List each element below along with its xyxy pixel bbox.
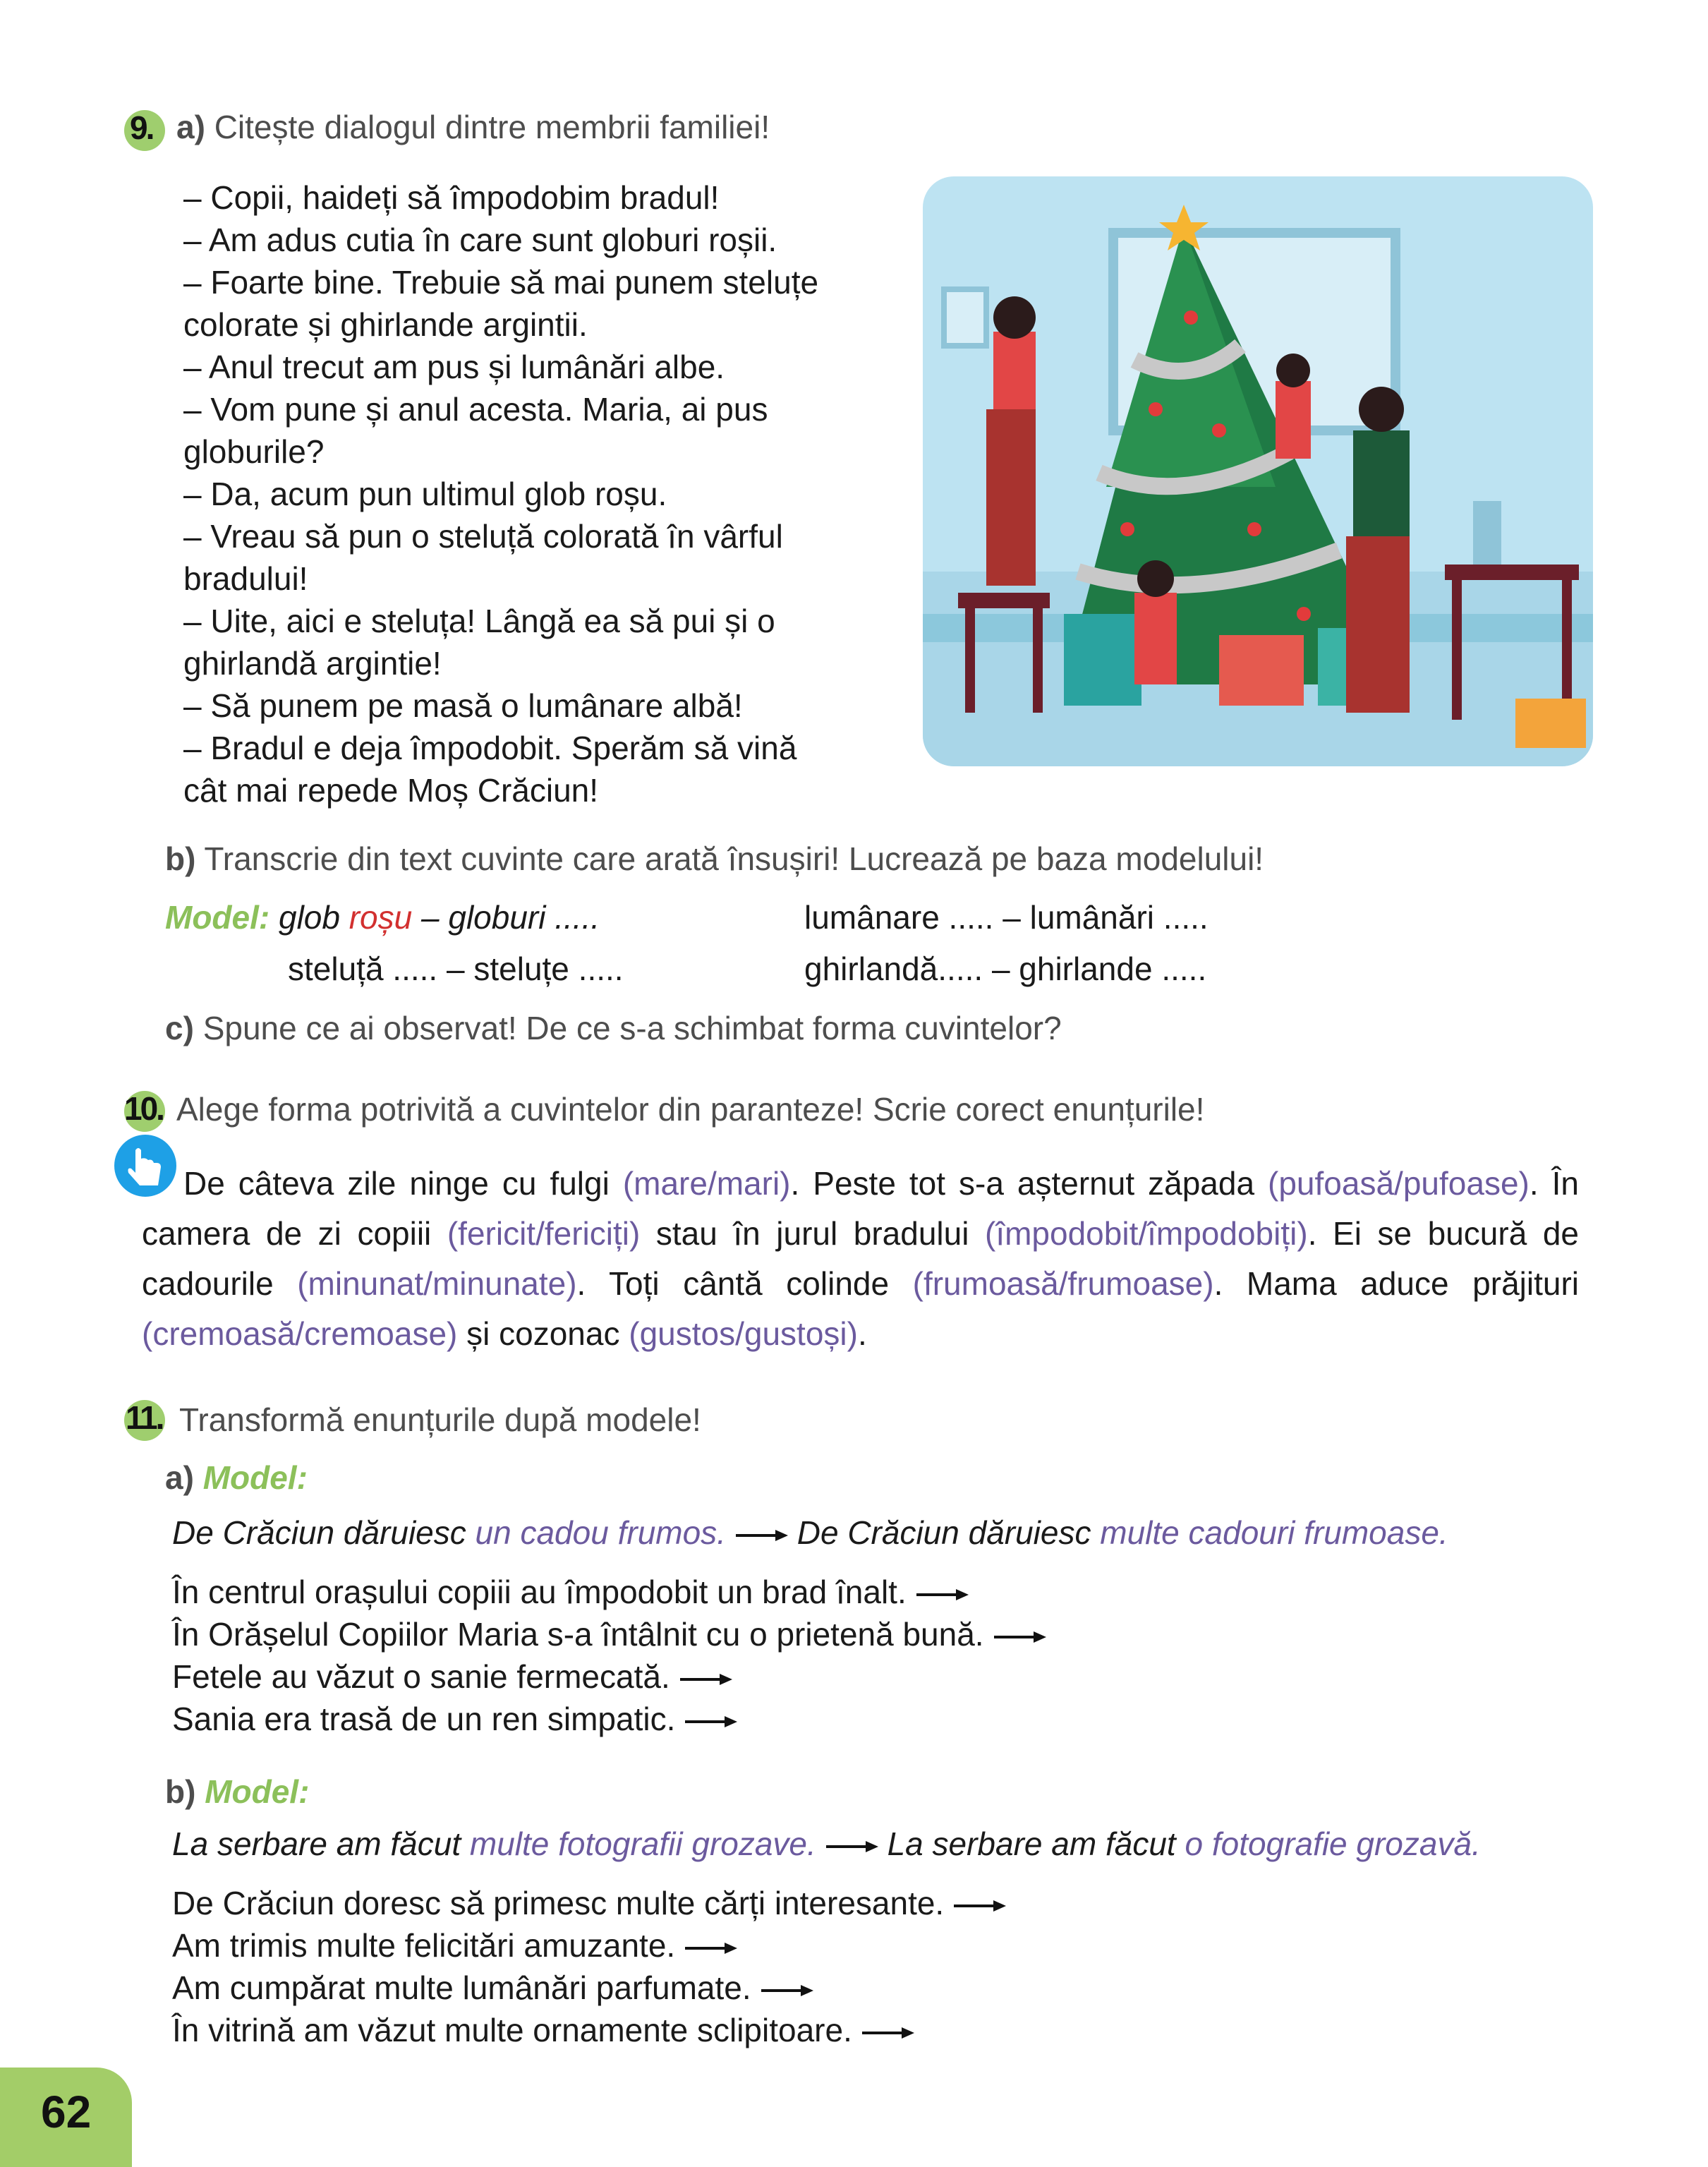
sentence-to-transform	[172, 1571, 969, 1613]
paragraph-text: .	[857, 1315, 867, 1352]
word-choice-options: (gustos/gustoși)	[629, 1315, 858, 1352]
sentence-to-transform	[172, 1655, 732, 1698]
dialogue-line: ghirlandă argintie!	[183, 645, 442, 682]
sentence-to-transform	[172, 1924, 737, 1967]
sentence-to-transform	[172, 1967, 813, 2009]
arrow-right-icon	[994, 1630, 1046, 1644]
dialogue-line: – Să punem pe masă o lumânare albă!	[183, 687, 743, 724]
sentence-to-transform	[172, 1882, 1006, 1924]
arrow-right-icon	[826, 1840, 878, 1854]
paragraph-text: . În camera de zi copiii	[142, 1165, 1579, 1252]
dialogue-line: – Am adus cutia în care sunt globuri roșii.	[183, 222, 777, 258]
sentence-to-transform	[172, 1613, 1046, 1655]
sentence-text: În Orășelul Copiilor Maria s-a întâlnit cu o prietenă bună.	[172, 1616, 984, 1653]
exercise-11a-label: a) Model:	[165, 1459, 308, 1496]
dialogue-line: – Uite, aici e steluța! Lângă ea să pui și o	[183, 603, 775, 639]
paragraph-text: și cozonac	[457, 1315, 629, 1352]
exercise-11b-label: b) Model:	[165, 1773, 310, 1810]
dialogue-line: – Vreau să pun o steluță colorată în vârful	[183, 518, 783, 555]
sentence-text: Fetele au văzut o sanie fermecată.	[172, 1658, 670, 1695]
model-b-sentence: La serbare am făcut multe fotografii grozave. La serbare am făcut o fotografie grozavă.	[172, 1825, 1481, 1862]
sentence-text: În centrul orașului copiii au împodobit un brad înalt.	[172, 1574, 907, 1610]
arrow-right-icon	[685, 1715, 737, 1729]
sentence-to-transform	[172, 2009, 914, 2051]
paragraph-text: . Mama aduce prăjituri	[1213, 1265, 1579, 1302]
exercise-9a-instruction: a) Citește dialogul dintre membrii familiei!	[176, 109, 770, 145]
steluta-item: steluță ..... – steluțe .....	[288, 950, 624, 987]
arrow-right-icon	[954, 1899, 1006, 1913]
arrow-right-icon	[761, 1984, 813, 1998]
dialogue-line: globurile?	[183, 433, 325, 470]
sentence-to-transform	[172, 1698, 737, 1740]
sentence-text: În vitrină am văzut multe ornamente sclipitoare.	[172, 2012, 852, 2048]
exercise-10-badge: 10.	[124, 1091, 165, 1132]
word-choice-options: (mare/mari)	[622, 1165, 791, 1202]
sentence-text: Am cumpărat multe lumânări parfumate.	[172, 1969, 751, 2006]
dialogue-line: – Vom pune și anul acesta. Maria, ai pus	[183, 391, 768, 428]
paragraph-text: . Toți cântă colinde	[576, 1265, 913, 1302]
exercise-10-paragraph	[142, 1159, 1579, 1359]
paragraph-text: De câteva zile ninge cu fulgi	[183, 1165, 623, 1202]
word-choice-options: (pufoasă/pufoase)	[1268, 1165, 1530, 1202]
arrow-right-icon	[736, 1528, 788, 1543]
dialogue-line: – Foarte bine. Trebuie să mai punem steluțe	[183, 264, 819, 301]
dialogue-line: bradului!	[183, 560, 308, 597]
page-number-tab: 62	[0, 2068, 132, 2167]
sentence-text: Sania era trasă de un ren simpatic.	[172, 1701, 676, 1737]
exercise-9b-instruction: b) Transcrie din text cuvinte care arată însușiri! Lucrează pe baza modelului!	[165, 840, 1264, 877]
dialogue-line: – Anul trecut am pus și lumânări albe.	[183, 349, 725, 385]
dialogue-line: – Bradul e deja împodobit. Sperăm să vină	[183, 730, 797, 766]
model-row-1: Model: glob roșu – globuri .....	[165, 899, 600, 936]
exercise-11-instruction: Transformă enunțurile după modele!	[179, 1401, 701, 1438]
arrow-right-icon	[680, 1672, 732, 1686]
sentence-text: Am trimis multe felicitări amuzante.	[172, 1927, 676, 1964]
arrow-right-icon	[862, 2026, 914, 2040]
exercise-9c-instruction: c) Spune ce ai observat! De ce s-a schimbat forma cuvintelor?	[165, 1010, 1062, 1046]
exercise-9-badge: 9.	[124, 110, 165, 151]
dialogue-line: – Da, acum pun ultimul glob roșu.	[183, 476, 667, 512]
arrow-right-icon	[685, 1941, 737, 1955]
word-choice-options: (minunat/minunate)	[297, 1265, 577, 1302]
arrow-right-icon	[916, 1588, 969, 1602]
word-choice-options: (fericit/fericiți)	[447, 1215, 641, 1252]
paragraph-text: stau în jurul bradului	[640, 1215, 986, 1252]
lumanare-item: lumânare ..... – lumânări .....	[804, 899, 1209, 936]
dialogue-line: – Copii, haideți să împodobim bradul!	[183, 179, 720, 216]
model-a-sentence: De Crăciun dăruiesc un cadou frumos. De Crăciun dăruiesc multe cadouri frumoase.	[172, 1514, 1448, 1551]
word-choice-options: (cremoasă/cremoase)	[142, 1315, 458, 1352]
family-decorating-tree-illustration	[923, 176, 1593, 766]
word-choice-options: (frumoasă/frumoase)	[912, 1265, 1214, 1302]
sentence-text: De Crăciun doresc să primesc multe cărți interesante.	[172, 1885, 945, 1921]
ghirlanda-item: ghirlandă..... – ghirlande .....	[804, 950, 1207, 987]
paragraph-text: . Ei se bucură de cadourile	[142, 1215, 1580, 1302]
exercise-10-instruction: Alege forma potrivită a cuvintelor din paranteze! Scrie corect enunțurile!	[176, 1091, 1205, 1128]
dialogue-line: colorate și ghirlande argintii.	[183, 306, 588, 343]
exercise-11-badge: 11.	[124, 1400, 165, 1441]
word-choice-options: (împodobit/împodobiți)	[985, 1215, 1308, 1252]
dialogue-line: cât mai repede Moș Crăciun!	[183, 772, 599, 809]
paragraph-text: . Peste tot s-a așternut zăpada	[790, 1165, 1268, 1202]
